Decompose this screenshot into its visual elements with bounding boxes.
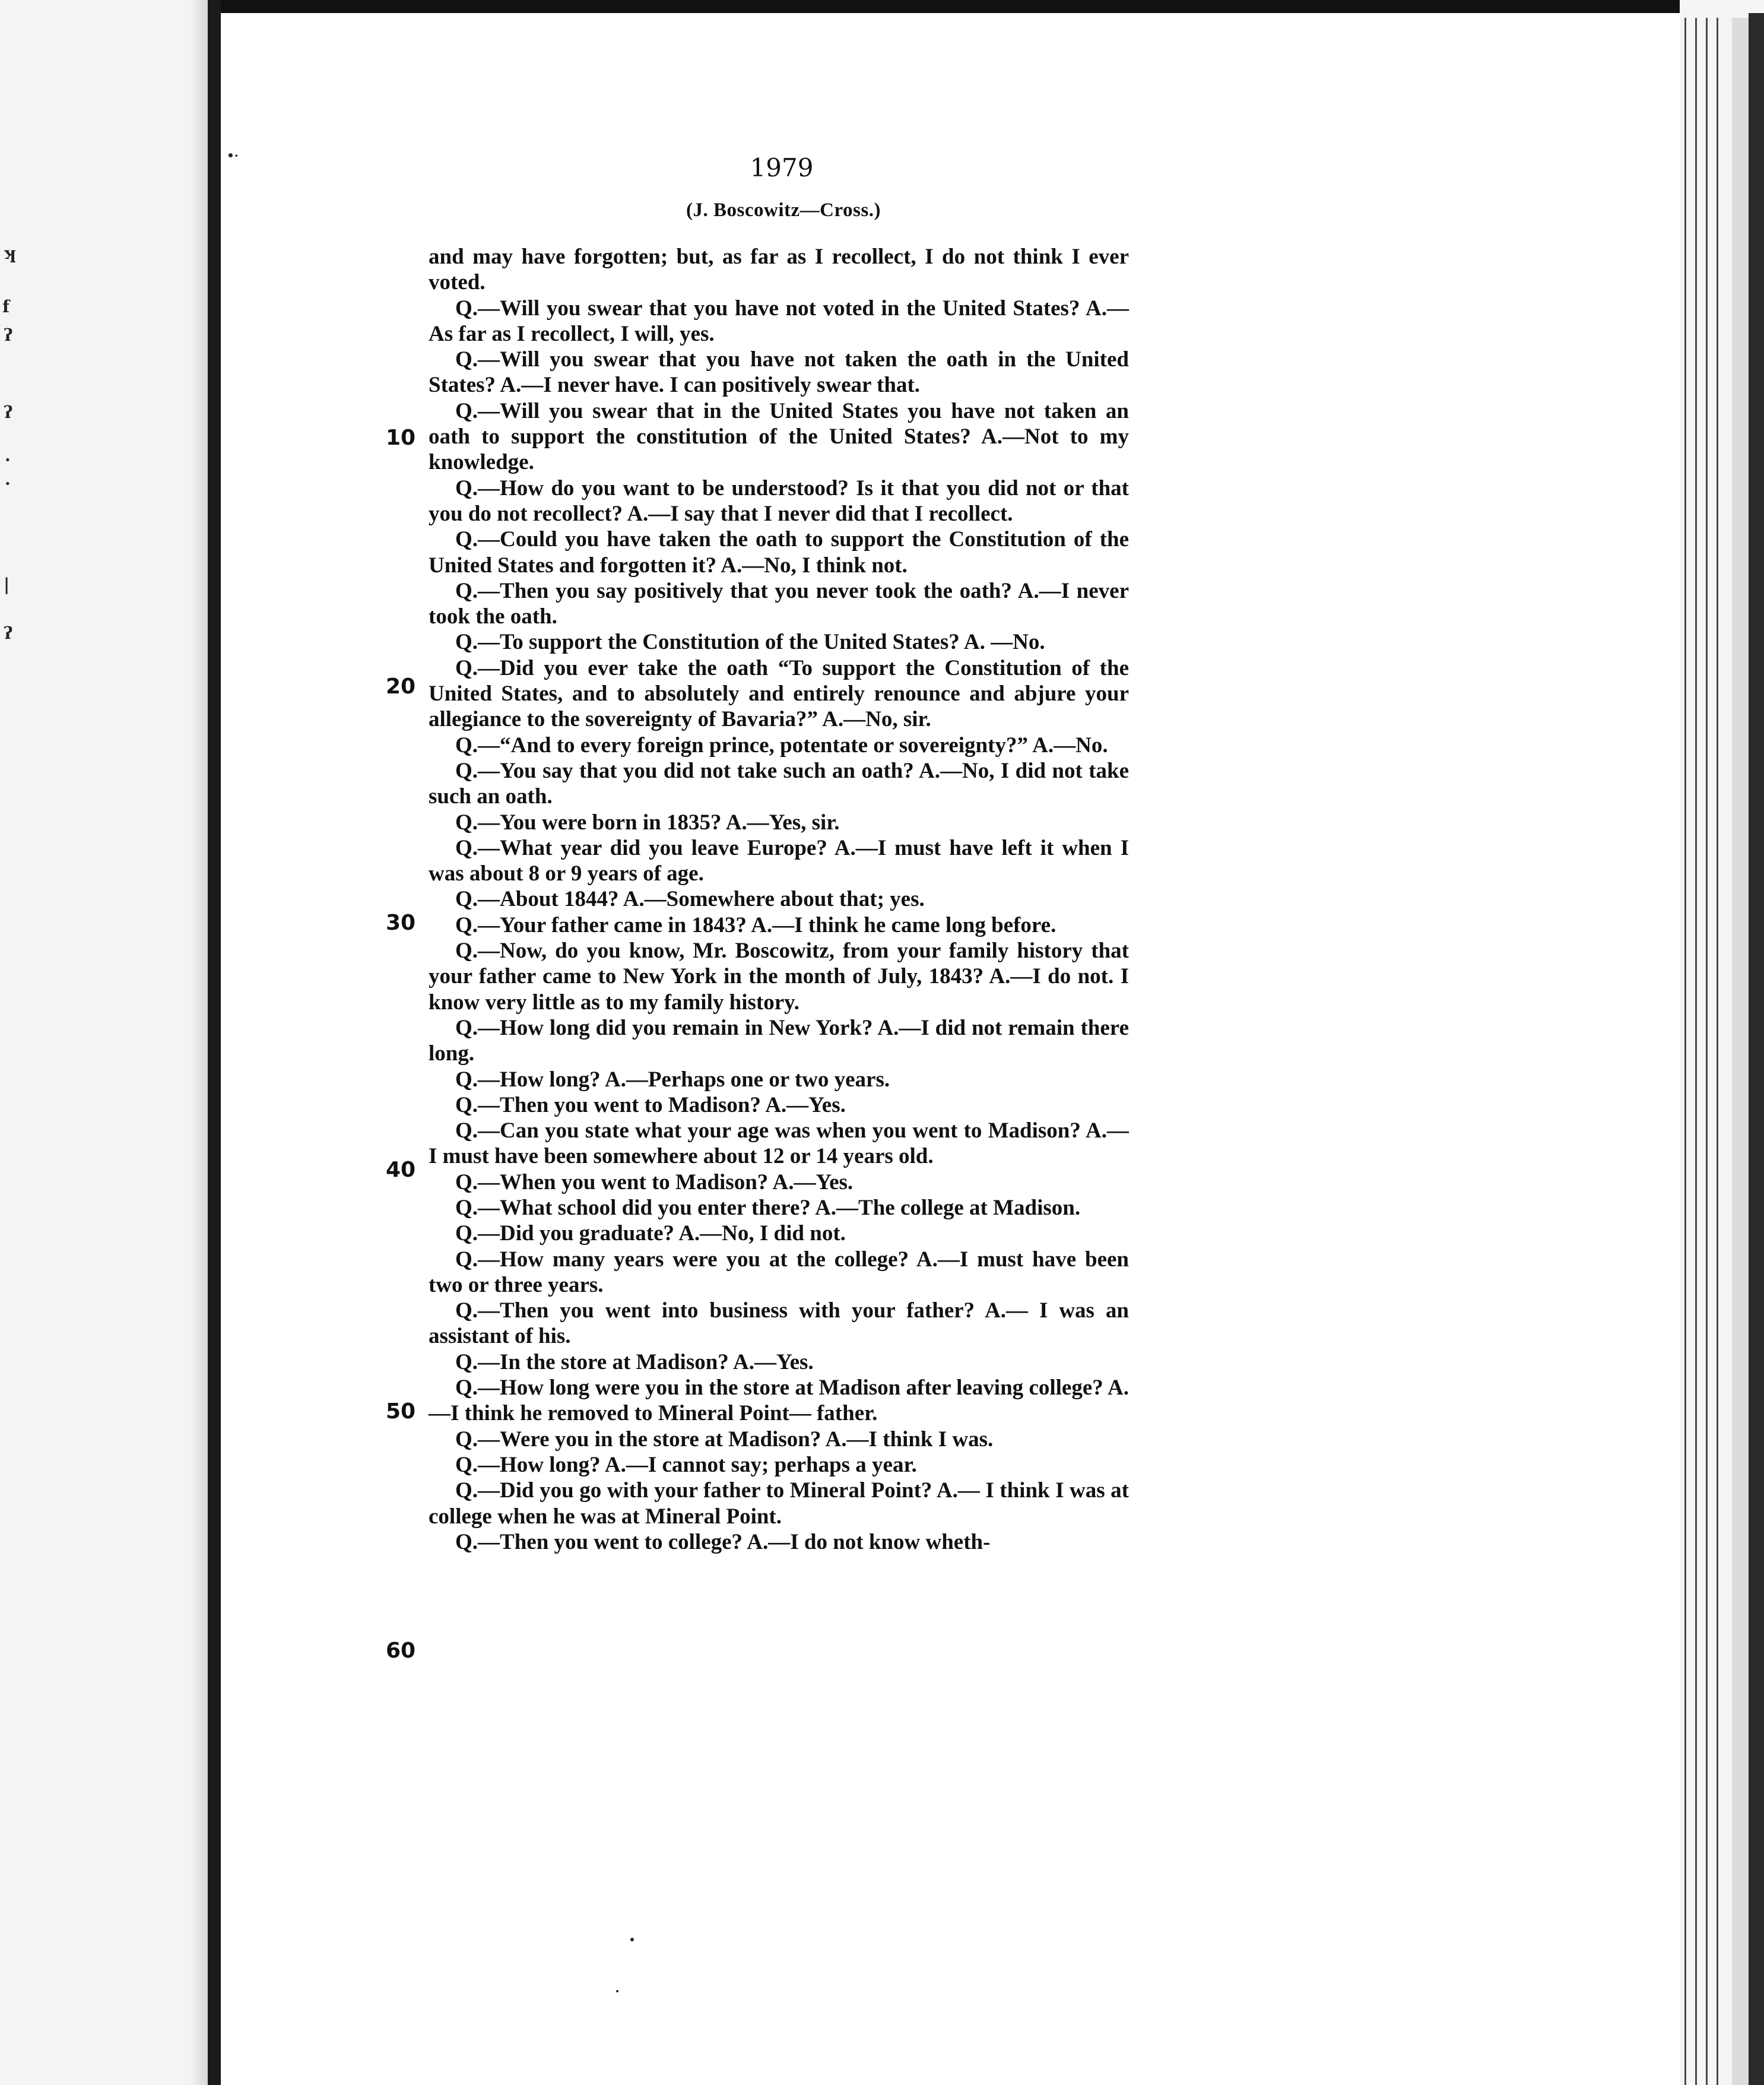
testimony-paragraph: Q.—Then you went to Madison? A.—Yes. [455,1092,846,1117]
facing-page-glyph: ʞ [4,243,16,263]
line-number: 60 [386,1639,416,1663]
testimony-paragraph: Q.—What year did you leave Europe? A.—I must have left it when I was about 8 or 9 years of age. [429,835,1129,886]
testimony-paragraph: Q.—When you went to Madison? A.—Yes. [455,1170,854,1194]
testimony-paragraph: Q.—Will you swear that you have not taken the oath in the United States? A.—I never have. I can positively swear that. [429,347,1129,398]
line-number: 10 [386,426,416,450]
page-edge-line [1717,18,1718,2085]
binding-gutter [208,0,221,2085]
testimony-paragraph: Q.—“And to every foreign prince, potentate or sovereignty?” A.—No. [455,733,1108,758]
testimony-text [429,244,1129,1555]
facing-page-glyph: ʔ [4,623,13,643]
page-number: 1979 [750,153,814,182]
page-stack-edge [1680,0,1764,2085]
testimony-paragraph: Q.—Can you state what your age was when you went to Madison? A.—I must have been somewhere about 12 or 14 years old. [429,1118,1129,1169]
testimony-paragraph: Q.—Were you in the store at Madison? A.—I think I was. [455,1427,994,1452]
testimony-paragraph: Q.—In the store at Madison? A.—Yes. [455,1349,814,1374]
testimony-paragraph: Q.—How long? A.—I cannot say; perhaps a year. [455,1452,917,1477]
testimony-paragraph: Q.—Did you go with your father to Mineral Point? A.— I think I was at college when he was at Mineral Point. [429,1478,1129,1529]
facing-page-glyph: f [2,297,10,316]
line-number: 40 [386,1158,416,1182]
testimony-paragraph: Q.—Then you say positively that you never took the oath? A.—I never took the oath. [429,578,1129,629]
testimony-paragraph: Q.—Then you went to college? A.—I do not know wheth- [455,1529,991,1554]
testimony-paragraph: Q.—Now, do you know, Mr. Boscowitz, from your family history that your father came to New York in the month of July, 1843? A.—I do not. I know very little as to my family history. [429,939,1129,1015]
facing-page-glyph: | [4,575,10,594]
testimony-paragraph: Q.—How do you want to be understood? Is it that you did not or that you do not recollect? A.—I say that I never did that I recollect. [429,476,1129,526]
ink-speck [630,1938,634,1941]
page-edge-line [1684,18,1686,2085]
testimony-paragraph: Q.—To support the Constitution of the United States? A. —No. [455,630,1045,655]
testimony-paragraph: Q.—Then you went into business with your father? A.— I was an assistant of his. [429,1298,1129,1349]
testimony-paragraph: Q.—Will you swear that in the United States you have not taken an oath to support the constitution of the United States? A.—Not to my knowledge. [429,398,1129,475]
facing-page-edge [0,0,239,2085]
testimony-paragraph: Q.—Did you graduate? A.—No, I did not. [455,1221,846,1246]
page-edge-shadow [1749,13,1764,2085]
margin-speck: •· [227,148,239,163]
testimony-paragraph: and may have forgotten; but, as far as I recollect, I do not think I ever voted. [429,245,1129,295]
gutter-shadow [190,0,208,2085]
facing-page-glyph: · [5,450,11,470]
testimony-paragraph: Q.—Could you have taken the oath to support the Constitution of the United States and forgotten it? A.—No, I think not. [429,527,1129,578]
line-number: 50 [386,1399,416,1424]
testimony-paragraph: Q.—Your father came in 1843? A.—I think he came long before. [455,912,1057,937]
testimony-paragraph: Q.—About 1844? A.—Somewhere about that; yes. [455,887,925,912]
facing-page-glyph: ʔ [4,403,13,422]
testimony-paragraph: Q.—You say that you did not take such an oath? A.—No, I did not take such an oath. [429,758,1129,809]
ink-speck [616,1990,618,1992]
testimony-paragraph: Q.—How long? A.—Perhaps one or two years. [455,1067,890,1092]
page-edge-line [1695,18,1697,2085]
testimony-paragraph: Q.—You were born in 1835? A.—Yes, sir. [455,810,840,835]
page-edge-line [1706,18,1708,2085]
testimony-paragraph: Q.—How many years were you at the college? A.—I must have been two or three years. [429,1247,1129,1297]
testimony-paragraph: Q.—What school did you enter there? A.—The college at Madison. [455,1195,1081,1220]
line-number: 30 [386,911,416,935]
testimony-paragraph: Q.—Did you ever take the oath “To support the Constitution of the United States, and to absolutely and entirely renounce and abjure your allegiance to the sovereignty of Bavaria?” A.—No, sir. [429,655,1129,732]
testimony-paragraph: Q.—How long were you in the store at Madison after leaving college? A.—I think he removed to Mineral Point— father. [429,1376,1129,1426]
facing-page-glyph: ʔ [4,325,13,345]
page-heading: (J. Boscowitz—Cross.) [686,199,881,221]
page-edge-band [1732,18,1749,2085]
line-number: 20 [386,674,416,699]
testimony-paragraph: Q.—Will you swear that you have not voted in the United States? A.—As far as I recollect, I will, yes. [429,296,1129,346]
testimony-paragraph: Q.—How long did you remain in New York? A.—I did not remain there long. [429,1015,1129,1066]
top-scan-border [0,0,1764,13]
facing-page-glyph: · [5,474,11,493]
